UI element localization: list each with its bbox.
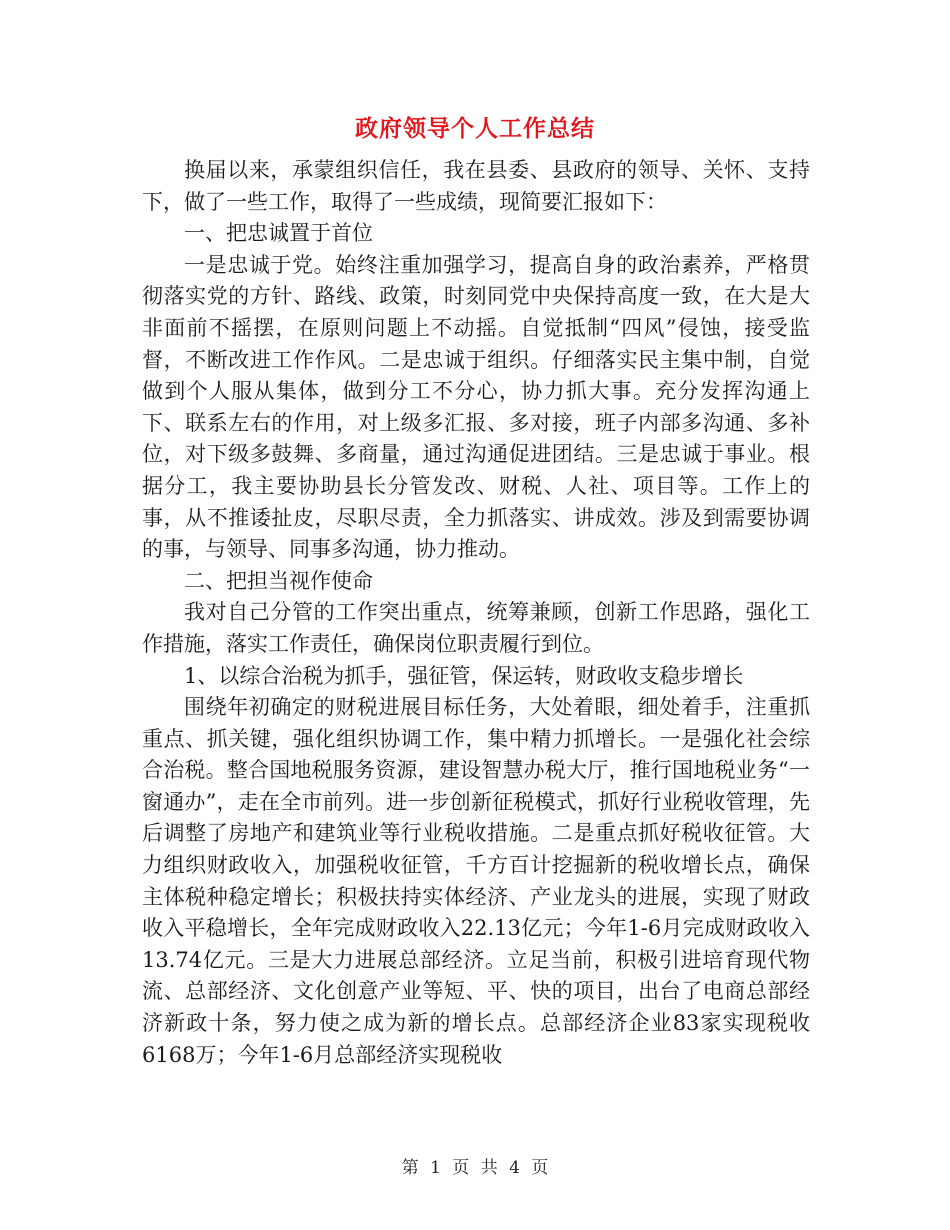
subsection-heading-tax: 1、以综合治税为抓手，强征管，保运转，财政收支稳步增长 — [184, 663, 744, 688]
document-title: 政府领导个人工作总结 — [355, 115, 595, 142]
tax-paragraph: 围绕年初确定的财税进展目标任务，大处着眼，细处着手，注重抓重点、抓关键，强化组织协调工作，集中精力抓增长。一是强化社会综合治税。整合国地税服务资源，建设智慧办税大厅，推行国地税业务“一窗通办”，走在全市前列。进一步创新征税模式，抓好行业税收管理，先后调整了房地产和建筑业等行业税收措施。二是重点抓好税收征管。大力组织财政收入，加强税收征管，千方百计挖掘新的税收增长点，确保主体税种稳定增长；积极扶持实体经济、产业龙头的进展，实现了财政收入平稳增长，全年完成财政收入22.13亿元；今年1-6月完成财政收入13.74亿元。三是大力进展总部经济。立足当前，积极引进培育现代物流、总部经济、文化创意产业等短、平、快的项目，出台了电商总部经济新政十条，努力使之成为新的增长点。总部经济企业83家实现税收6168万；今年1-6月总部经济实现税收 — [142, 695, 810, 1067]
loyalty-paragraph: 一是忠诚于党。始终注重加强学习，提高自身的政治素养，严格贯彻落实党的方针、路线、政策，时刻同党中央保持高度一致，在大是大非面前不摇摆，在原则问题上不动摇。自觉抵制“四风”侵蚀，接受监督，不断改进工作作风。二是忠诚于组织。仔细落实民主集中制，自觉做到个人服从集体，做到分工不分心，协力抓大事。充分发挥沟通上下、联系左右的作用，对上级多汇报、多对接，班子内部多沟通、多补位，对下级多鼓舞、多商量，通过沟通促进团结。三是忠诚于事业。根据分工，我主要协助县长分管发改、财税、人社、项目等。工作上的事，从不推诿扯皮，尽职尽责，全力抓落实、讲成效。涉及到需要协调的事，与领导、同事多沟通，协力推动。 — [142, 252, 810, 562]
page-number-footer: 第 1 页 共 4 页 — [401, 1158, 549, 1178]
intro-paragraph: 换届以来，承蒙组织信任，我在县委、县政府的领导、关怀、支持下，做了一些工作，取得了一些成绩，现简要汇报如下： — [142, 158, 810, 214]
section-heading-loyalty: 一、把忠诚置于首位 — [184, 221, 373, 246]
document-body — [142, 155, 810, 1071]
mission-paragraph: 我对自己分管的工作突出重点，统筹兼顾，创新工作思路，强化工作措施，落实工作责任，确保岗位职责履行到位。 — [142, 600, 810, 656]
section-heading-mission: 二、把担当视作使命 — [184, 568, 373, 593]
